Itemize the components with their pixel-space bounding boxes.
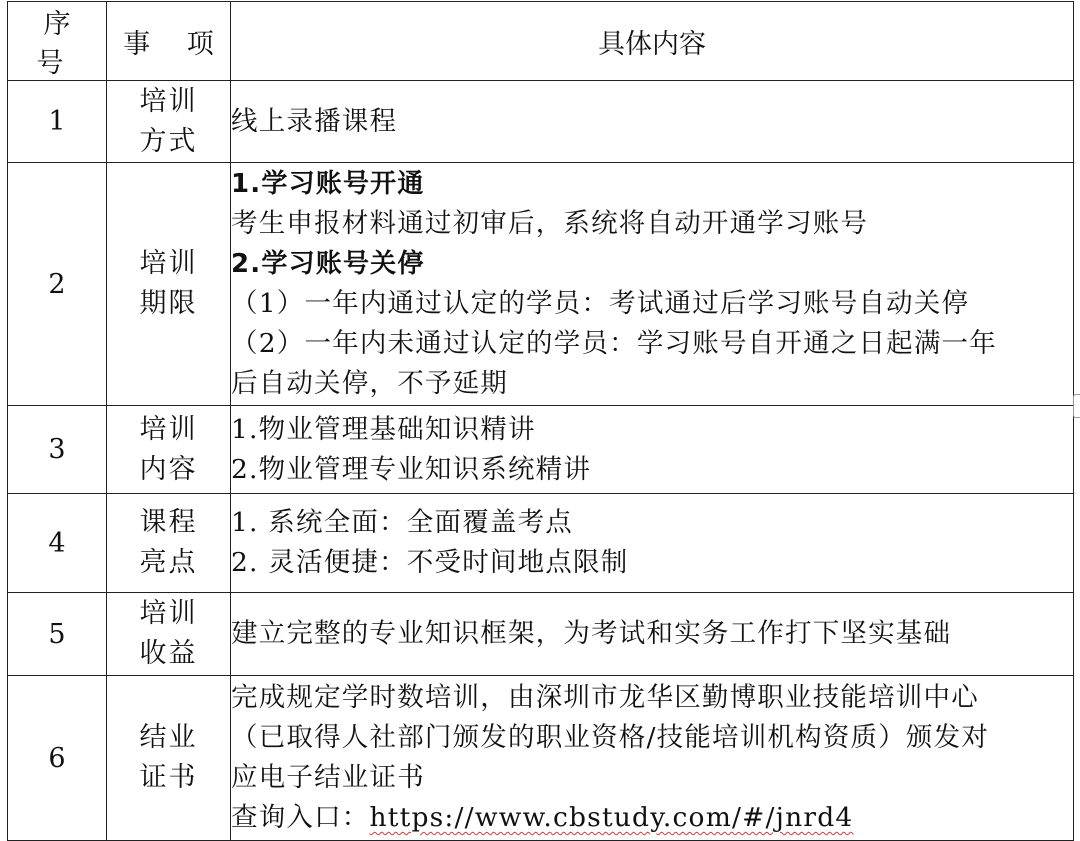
table-row bbox=[8, 676, 1074, 841]
row-index: 3 bbox=[8, 406, 107, 494]
table-header-row bbox=[8, 2, 1074, 81]
table-row bbox=[8, 494, 1074, 593]
row-index: 2 bbox=[8, 163, 107, 406]
row-content: 建立完整的专业知识框架，为考试和实务工作打下坚实基础 bbox=[231, 593, 1074, 676]
row-item: 结业 证书 bbox=[107, 676, 231, 841]
row-index: 4 bbox=[8, 494, 107, 593]
query-line bbox=[231, 798, 1073, 838]
row-item: 课程 亮点 bbox=[107, 494, 231, 593]
row-item: 培训 内容 bbox=[107, 406, 231, 494]
table-row bbox=[8, 406, 1074, 494]
row-index: 5 bbox=[8, 593, 107, 676]
row-content: 线上录播课程 bbox=[231, 81, 1074, 163]
table-row bbox=[8, 593, 1074, 676]
edge-handle bbox=[1073, 394, 1080, 418]
header-index: 序 号 bbox=[8, 2, 107, 81]
row-item: 培训 方式 bbox=[107, 81, 231, 163]
section-heading: 2.学习账号关停 bbox=[231, 249, 425, 279]
header-content: 具体内容 bbox=[231, 2, 1074, 81]
row-index: 1 bbox=[8, 81, 107, 163]
row-content: 完成规定学时数培训，由深圳市龙华区勤博职业技能培训中心 （已取得人社部门颁发的职业资格/技能培训机构资质）颁发对 应电子结业证书 查询入口：https://www.cbstudy.com/#/jnrd4 bbox=[231, 676, 1074, 841]
training-info-table bbox=[7, 1, 1074, 841]
section-heading: 1.学习账号开通 bbox=[231, 169, 425, 199]
row-content: 1.学习账号开通 考生申报材料通过初审后，系统将自动开通学习账号 2.学习账号关停 （1）一年内通过认定的学员：考试通过后学习账号自动关停 （2）一年内未通过认定的学员：学习账号自开通之日起满一年 后自动关停，不予延期 bbox=[231, 163, 1074, 406]
table-row bbox=[8, 81, 1074, 163]
row-item: 培训 收益 bbox=[107, 593, 231, 676]
table-row bbox=[8, 163, 1074, 406]
row-item: 培训 期限 bbox=[107, 163, 231, 406]
query-url-link[interactable]: https://www.cbstudy.com/#/jnrd4 bbox=[369, 802, 854, 833]
header-item: 事 项 bbox=[107, 2, 231, 81]
query-label: 查询入口： bbox=[231, 802, 370, 833]
row-content: 1. 系统全面：全面覆盖考点 2. 灵活便捷：不受时间地点限制 bbox=[231, 494, 1074, 593]
row-index: 6 bbox=[8, 676, 107, 841]
row-content: 1.物业管理基础知识精讲 2.物业管理专业知识系统精讲 bbox=[231, 406, 1074, 494]
